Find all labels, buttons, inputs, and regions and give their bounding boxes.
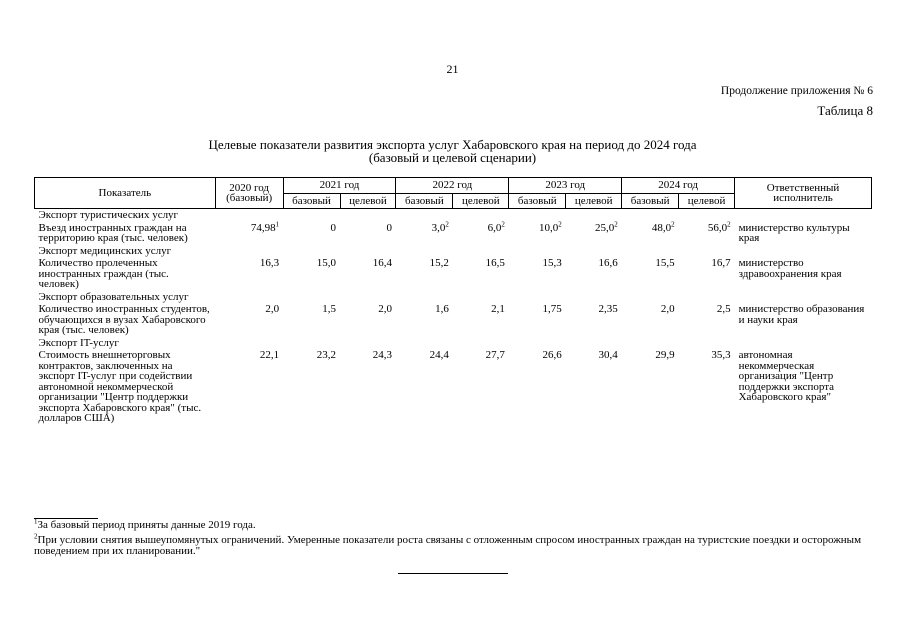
table-row bbox=[35, 222, 872, 245]
header-indicator: Показатель bbox=[35, 178, 216, 209]
header-base-2021: базовый bbox=[283, 193, 340, 209]
table-title bbox=[0, 138, 905, 164]
value-2021-base: 0 bbox=[330, 221, 337, 234]
value-2023-target: 25,0$^2$ bbox=[594, 219, 618, 234]
value-2020: 16,3 bbox=[259, 257, 280, 269]
table-label: Таблица 8 bbox=[817, 103, 873, 118]
section-row bbox=[35, 337, 872, 350]
header-2023: 2023 год bbox=[509, 178, 622, 194]
value-2022-target: $6,0^2$ bbox=[487, 219, 505, 234]
value-2023-base: 10,0$^2$ bbox=[539, 219, 562, 234]
responsible-cell: министерство культуры края bbox=[738, 221, 850, 244]
value-2020: 2,0 bbox=[265, 303, 280, 315]
table-title-line2: (базовый и целевой сценарии) bbox=[368, 150, 537, 165]
footnote-2: $^2$При условии снятия вышеупомянутых ограничений. Умеренные показатели роста связаны с отложенным спросом иностранных граждан на туристские поездки и осторожным поведением при их планировании." bbox=[34, 532, 862, 557]
section-title: Экспорт туристических услуг bbox=[38, 209, 179, 221]
section-title: Экспорт медицинских услуг bbox=[38, 244, 172, 257]
value-2021-base: 1,5 bbox=[322, 303, 337, 315]
end-separator bbox=[398, 573, 508, 574]
section-title: Экспорт образовательных услуг bbox=[38, 290, 189, 303]
section-row bbox=[35, 209, 872, 222]
section-row bbox=[35, 245, 872, 258]
indicator-cell: Количество иностранных студентов, обучающихся в вузах Хабаровского края (тыс. человек) bbox=[38, 303, 210, 336]
value-2021-base: 15,0 bbox=[316, 257, 337, 269]
page-number: 21 bbox=[446, 62, 459, 76]
value-2023-target: 2,35 bbox=[598, 303, 618, 315]
header-responsible: Ответственный исполнитель bbox=[735, 178, 872, 209]
header-target-2024: целевой bbox=[679, 193, 735, 209]
value-2023-base: 15,3 bbox=[542, 257, 562, 269]
value-2024-target: 35,3 bbox=[711, 349, 731, 361]
value-2024-base: 29,9 bbox=[655, 349, 675, 361]
value-2020: 22,1 bbox=[259, 349, 280, 361]
value-2022-base: $3,0^2$ bbox=[431, 219, 449, 234]
header-2021: 2021 год bbox=[283, 178, 396, 194]
indicator-cell: Въезд иностранных граждан на территорию края (тыс. человек) bbox=[38, 221, 188, 244]
value-2024-target: 16,7 bbox=[711, 257, 731, 269]
header-target-2023: целевой bbox=[566, 193, 622, 209]
value-2021-target: 16,4 bbox=[372, 257, 392, 269]
header-base-2022: базовый bbox=[396, 193, 453, 209]
header-2020: 2020 год (базовый) bbox=[215, 178, 283, 209]
header-2024: 2024 год bbox=[622, 178, 735, 194]
header-base-2023: базовый bbox=[509, 193, 566, 209]
indicator-cell: Количество пролеченных иностранных граждан (тыс. человек) bbox=[38, 257, 169, 290]
value-2023-target: 16,6 bbox=[598, 257, 618, 269]
value-2024-target: 2,5 bbox=[716, 303, 731, 315]
value-2023-base: 26,6 bbox=[542, 349, 562, 361]
section-title: Экспорт IT-услуг bbox=[38, 336, 119, 349]
value-2022-base: 15,2 bbox=[429, 257, 449, 269]
appendix-continuation: Продолжение приложения № 6 bbox=[720, 85, 873, 97]
indicators-table bbox=[34, 177, 872, 425]
value-2024-base: 15,5 bbox=[655, 257, 675, 269]
value-2021-target: 24,3 bbox=[372, 349, 392, 361]
value-2024-base: 48,0$^2$ bbox=[651, 219, 675, 234]
responsible-cell: министерство образования и науки края bbox=[738, 303, 865, 326]
table-row bbox=[35, 303, 872, 337]
table-row bbox=[35, 349, 872, 425]
value-2022-base: 24,4 bbox=[429, 349, 449, 361]
value-2022-target: 27,7 bbox=[485, 349, 505, 361]
header-target-2022: целевой bbox=[453, 193, 509, 209]
value-2022-target: 16,5 bbox=[485, 257, 505, 269]
header-target-2021: целевой bbox=[340, 193, 396, 209]
table-title-line1: Целевые показатели развития экспорта услуг Хабаровского края на период до 2024 года bbox=[208, 137, 697, 152]
footnote-1: $^1$За базовый период приняты данные 2019 года. bbox=[34, 517, 256, 531]
value-2023-base: 1,75 bbox=[542, 303, 562, 315]
value-2023-target: 30,4 bbox=[598, 349, 618, 361]
value-2021-target: 0 bbox=[386, 221, 392, 234]
responsible-cell: министерство здравоохранения края bbox=[738, 257, 842, 280]
value-2022-target: 2,1 bbox=[491, 303, 505, 315]
section-row bbox=[35, 291, 872, 304]
responsible-cell: автономная некоммерческая организация "Центр поддержки экспорта Хабаровского края" bbox=[738, 349, 835, 403]
value-2021-target: 2,0 bbox=[378, 303, 392, 315]
table-row bbox=[35, 257, 872, 291]
value-2024-base: 2,0 bbox=[660, 303, 675, 315]
header-2022: 2022 год bbox=[396, 178, 509, 194]
header-base-2024: базовый bbox=[622, 193, 679, 209]
value-2020: 74,98$^1$ bbox=[250, 219, 280, 234]
value-2024-target: 56,0$^2$ bbox=[707, 219, 731, 234]
indicator-cell: Стоимость внешнеторговых контрактов, заключенных на экспорт IT-услуг при содействии автономной некоммерческой организации "Центр поддержки экспорта Хабаровского края" (тыс. долларов США) bbox=[38, 349, 202, 424]
value-2022-base: 1,6 bbox=[435, 303, 449, 315]
value-2021-base: 23,2 bbox=[316, 349, 337, 361]
